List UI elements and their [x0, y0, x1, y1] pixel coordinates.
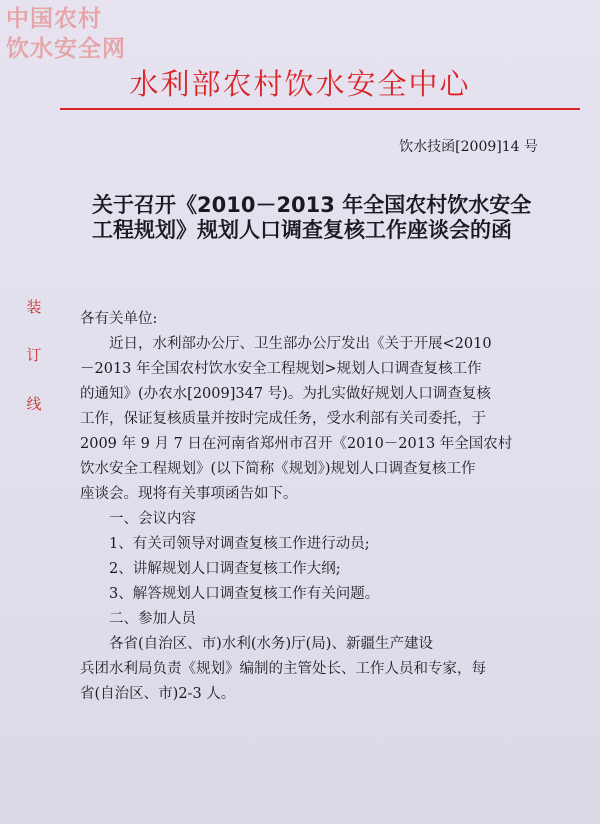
letter-body	[80, 307, 550, 707]
body-line: 兵团水利局负责《规划》编制的主管处长、工作人员和专家，每	[80, 661, 486, 677]
letterhead-title: 水利部农村饮水安全中心	[129, 67, 471, 101]
list-item: 2、讲解规划人口调查复核工作大纲;	[109, 561, 341, 577]
list-item: 1、有关司领导对调查复核工作进行动员;	[109, 536, 370, 552]
body-line: 近日，水利部办公厅、卫生部办公厅发出《关于开展<2010	[109, 336, 492, 352]
body-line: 饮水安全工程规划》(以下简称《规划》)规划人口调查复核工作	[80, 461, 476, 477]
letterhead-divider	[60, 108, 580, 110]
body-line: 的通知》(办农水[2009]347 号)。为扎实做好规划人口调查复核	[80, 386, 491, 402]
body-line: 2009 年 9 月 7 日在河南省郑州市召开《2010－2013 年全国农村	[80, 436, 513, 452]
section-heading: 一、会议内容	[109, 511, 196, 527]
watermark-line-2: 饮水安全网	[6, 36, 126, 62]
document-number: 饮水技函[2009]14 号	[399, 139, 538, 155]
title-line-2: 工程规划》规划人口调查复核工作座谈会的函	[92, 218, 512, 242]
title-line-1: 关于召开《2010－2013 年全国农村饮水安全	[92, 193, 532, 217]
section-heading: 二、参加人员	[109, 611, 196, 627]
body-line: 工作，保证复核质量并按时完成任务，受水利部有关司委托，于	[80, 411, 486, 427]
list-item: 3、解答规划人口调查复核工作有关问题。	[109, 586, 380, 602]
watermark-line-1: 中国农村	[6, 6, 102, 32]
salutation: 各有关单位:	[80, 311, 158, 327]
body-line: 省(自治区、市)2-3 人。	[80, 686, 236, 702]
binding-mark-1: 装	[26, 298, 42, 316]
body-line: 座谈会。现将有关事项函告如下。	[80, 486, 298, 502]
body-line: －2013 年全国农村饮水安全工程规划>规划人口调查复核工作	[80, 361, 482, 377]
binding-mark-3: 线	[26, 395, 42, 413]
body-line: 各省(自治区、市)水利(水务)厅(局)、新疆生产建设	[109, 636, 433, 652]
document-title	[92, 188, 572, 247]
binding-mark-2: 订	[26, 346, 42, 364]
